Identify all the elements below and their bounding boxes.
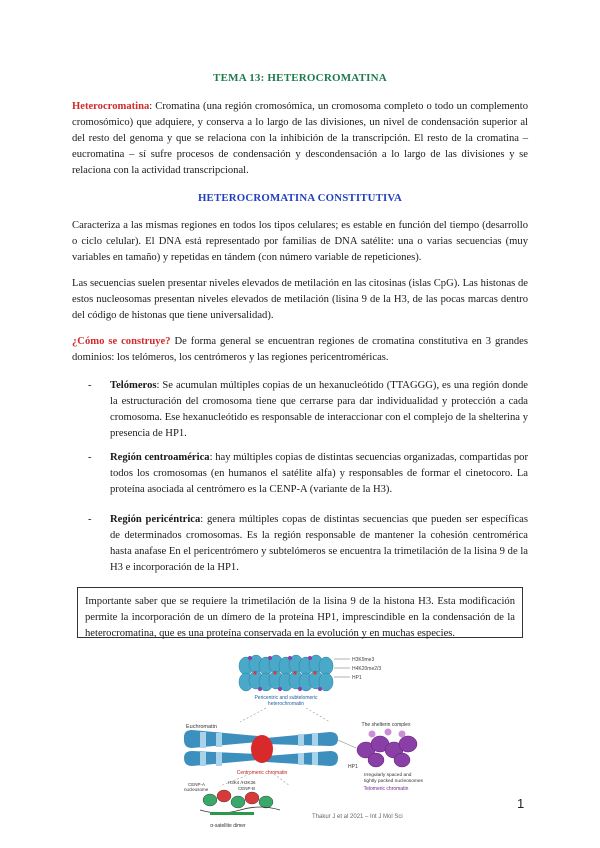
list-term: Telómeros (110, 380, 157, 391)
intro-paragraph (72, 99, 528, 179)
section-heading: HETEROCROMATINA CONSTITUTIVA (197, 192, 403, 204)
label-pericentric-2: heterochromatin (267, 701, 305, 707)
important-note-box: Importante saber que se requiere la trimetilación de la lisina 9 de la histona H3. Esta modificación permite la incorporación de un dímero de la proteína HP1, imprescindible en la condensación de la heterocromatina, que es una proteína conservada en la evolución y en muchas especies. (77, 587, 523, 638)
label-h4k20: H4K20me2/3 (352, 666, 382, 672)
list-term: Región pericéntrica (110, 514, 201, 525)
list-text: : Se acumulan múltiples copias de un hexanucleótido (TTAGGG), es una región donde la estructuración del cromosoma tiene que cerrarse para dar individualidad y protección a cada cromosoma. Ese hexanucleótido es responsable de interaccionar con el complejo de la shelterina y presencia de HP1. (110, 380, 528, 439)
list-item (90, 450, 528, 498)
telomeric-chromatin-illustration (338, 722, 424, 792)
paragraph-characterization: Caracteriza a las mismas regiones en todos los tipos celulares; es estable en función del tiempo (desarrollo o ciclo celular). El DNA está representado por familias de DNA satélite: una o varias secuencias (muy variables en tamaño) y repetidas en tándem (con número variable de repeticiones). (72, 220, 528, 263)
label-euchromatin: Euchromatin (186, 724, 217, 730)
pericentric-heterochromatin-illustration (239, 655, 381, 707)
term-heterocromatina: Heterocromatina (72, 101, 150, 112)
list-item (90, 512, 528, 576)
label-h3k4: H3K4 /H3K36 (228, 780, 256, 785)
label-telomeric: Telomeric chromatin (363, 786, 409, 792)
question-text: De forma general se encuentran regiones de cromatina constitutiva en 3 grandes dominios: los telómeros, los centrómeros y las regiones pericentroméricas. (72, 336, 528, 363)
heterochromatin-figure (180, 650, 440, 828)
list-bullet: - (88, 380, 92, 391)
label-hp1-bottom: HP1 (348, 764, 358, 770)
paragraph-methylation: Las secuencias suelen presentar niveles elevados de metilación en las citosinas (islas CpG). Las histonas de estos nucleosomas presentan niveles elevados de metilación (lisina 9 de la H3, de las pocas marcas dentro del código de histonas que tiene universalidad). (72, 278, 528, 321)
label-alpha-satellite: α-satellite dimer (210, 823, 246, 828)
list-item (90, 378, 528, 442)
label-irregular-2: tightly packed nucleosomes (364, 779, 423, 784)
list-bullet: - (88, 514, 92, 525)
label-cenpa-2: nucleosome (184, 787, 209, 792)
page-title: TEMA 13: HETEROCROMATINA (213, 72, 387, 84)
label-shelterin: The shelterin complex (361, 722, 411, 728)
page-number: 1 (517, 796, 525, 811)
label-pericentric: Pericentric and subtelomeric (254, 695, 318, 701)
list-term: Región centroamérica (110, 452, 210, 463)
label-h3k9me3: H3K9me3 (352, 657, 375, 663)
list-text: : genera múltiples copas de distintas secuencias que pueden ser específicas de determinados cromosomas. Es la región responsable de mantener la cohesión centromérica hasta anafase En el pericentrómero y subtelómeros se encuentra la trimetilación de la lisina 9 de la H3 e incorporación de la HP1. (110, 514, 528, 573)
chromosome-illustration (184, 708, 338, 776)
centromeric-nucleosome-illustration (184, 774, 290, 828)
label-irregular: Irregularly spaced and (364, 773, 412, 778)
list-bullet: - (88, 452, 92, 463)
intro-definition: : Cromatina (una región cromosómica, un cromosoma completo o todo un complemento cromosómico) que adquiere, y conserva a lo largo de las divisiones, un nivel de condensación superior al del resto del genoma y que se relaciona con la inhibición de la transcripción. El resto de la cromatina – eucromatina – sí sufre procesos de condensación y descondensación a lo largo de las divisiones y se relaciona con la actividad transcripcional. (72, 101, 528, 176)
figure-credit: Thakur J et al 2021 – Int J Mol Sci (312, 814, 403, 820)
question-label: ¿Cómo se construye? (72, 336, 171, 347)
label-centromeric: Centromeric chromatin (236, 770, 288, 776)
list-text: : hay múltiples copias de distintas secuencias organizadas, compartidas por todos los cromosomas (en humanos el satélite alfa) y responsables de formar el cinetocoro. La proteína asociada al centrómero es la CENP-A (variante de la H3). (110, 452, 529, 495)
label-hp1-top: HP1 (352, 675, 362, 681)
label-cenpa: CENP-A (188, 782, 206, 787)
label-cenpb: CENP-B (238, 786, 256, 791)
paragraph-construction (72, 334, 528, 366)
